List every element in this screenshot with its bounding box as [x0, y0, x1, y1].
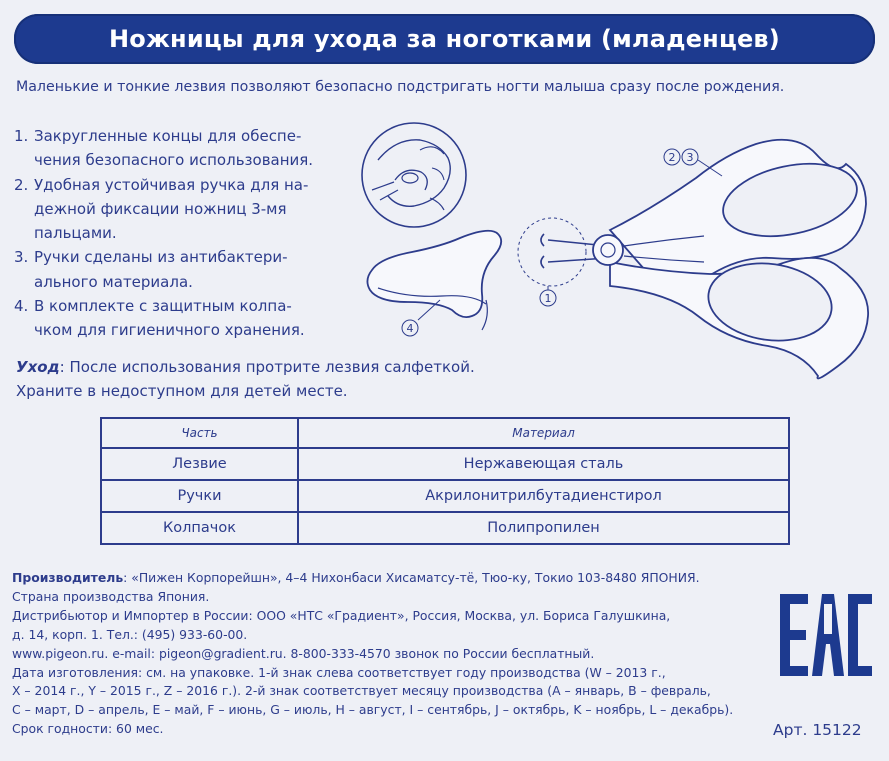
callout-4-label: 4	[406, 322, 414, 335]
distributor-line-2: д. 14, корп. 1. Тел.: (495) 933-60-00.	[12, 626, 248, 642]
callout-4	[402, 300, 440, 336]
care-text-2: Храните в недоступном для детей месте.	[16, 382, 348, 400]
table-cell: Нержавеющая сталь	[298, 448, 789, 480]
protective-cap	[367, 231, 501, 330]
feature-text: Закругленные концы для обеспе- чения безопасного использования.	[34, 127, 314, 170]
feature-number: 2.	[14, 175, 29, 194]
materials-table	[100, 417, 790, 545]
manufacturer-line	[12, 569, 852, 588]
table-header-row	[101, 418, 789, 448]
callout-1-label: 1	[544, 292, 552, 305]
callout-3-label: 3	[686, 151, 694, 164]
manufacturer-label: Производитель	[12, 570, 124, 585]
article-number: Арт. 15122	[773, 721, 862, 739]
table-cell: Лезвие	[101, 448, 298, 480]
care-label: Уход	[16, 358, 60, 376]
eac-certification-icon	[780, 594, 872, 676]
distributor-line-1: Дистрибьютор и Импортер в России: ООО «НТС «Градиент», Россия, Москва, ул. Бориса Галушкина,	[12, 607, 671, 623]
date-line-2: X – 2014 г., Y – 2015 г., Z – 2016 г.). 2-й знак соответствует месяцу производства (A – январь, B – февраль,	[12, 683, 711, 699]
feature-number: 1.	[14, 127, 29, 145]
care-text-1: : После использования протрите лезвия салфеткой.	[59, 358, 475, 376]
care-line-1	[16, 355, 616, 379]
table-cell: Ручки	[101, 480, 298, 512]
feature-text: В комплекте с защитным колпа- чком для гигиеничного хранения.	[34, 297, 305, 340]
feature-number: 4.	[14, 297, 29, 316]
feature-text: Удобная устойчивая ручка для на- дежной фиксации ножниц 3-мя пальцами.	[34, 175, 309, 243]
callout-2-label: 2	[668, 151, 676, 164]
country-line: Страна производства Япония.	[12, 588, 210, 604]
feature-text: Ручки сделаны из антибактери- ального материала.	[34, 248, 288, 291]
table-header-part: Часть	[101, 418, 298, 448]
hand-illustration	[362, 123, 466, 227]
scissors-illustration	[518, 140, 868, 379]
date-line-3: C – март, D – апрель, E – май, F – июнь, G – июль, H – август, I – сентябрь, J – октябрь, K – ноябрь, L – декабрь).	[12, 702, 734, 718]
date-line-1: Дата изготовления: см. на упаковке. 1-й знак слева соответствует году производства (W – 2013 г.,	[12, 664, 666, 680]
shelf-life-line: Срок годности: 60 мес.	[12, 721, 164, 737]
callout-1	[540, 290, 556, 306]
care-instructions	[16, 355, 616, 403]
page-title: Ножницы для ухода за ноготками (младенцев)	[109, 25, 780, 53]
table-row	[101, 480, 789, 512]
table-cell: Колпачок	[101, 512, 298, 544]
table-cell: Акрилонитрилбутадиенстирол	[298, 480, 789, 512]
table-row	[101, 512, 789, 544]
contacts-line: www.pigeon.ru. e-mail: pigeon@gradient.ru. 8-800-333-4570 звонок по России бесплатный.	[12, 645, 595, 661]
table-row	[101, 448, 789, 480]
manufacturer-text: : «Пижен Корпорейшн», 4–4 Нихонбаси Хисаматсу-тё, Тюо-ку, Токио 103-8480 ЯПОНИЯ.	[123, 570, 700, 585]
intro-text: Маленькие и тонкие лезвия позволяют безопасно подстригать ногти малыша сразу после рождения.	[16, 79, 785, 95]
table-header-material: Материал	[298, 418, 789, 448]
table-cell: Полипропилен	[298, 512, 789, 544]
manufacturer-info	[12, 569, 852, 739]
feature-number: 3.	[14, 248, 29, 267]
